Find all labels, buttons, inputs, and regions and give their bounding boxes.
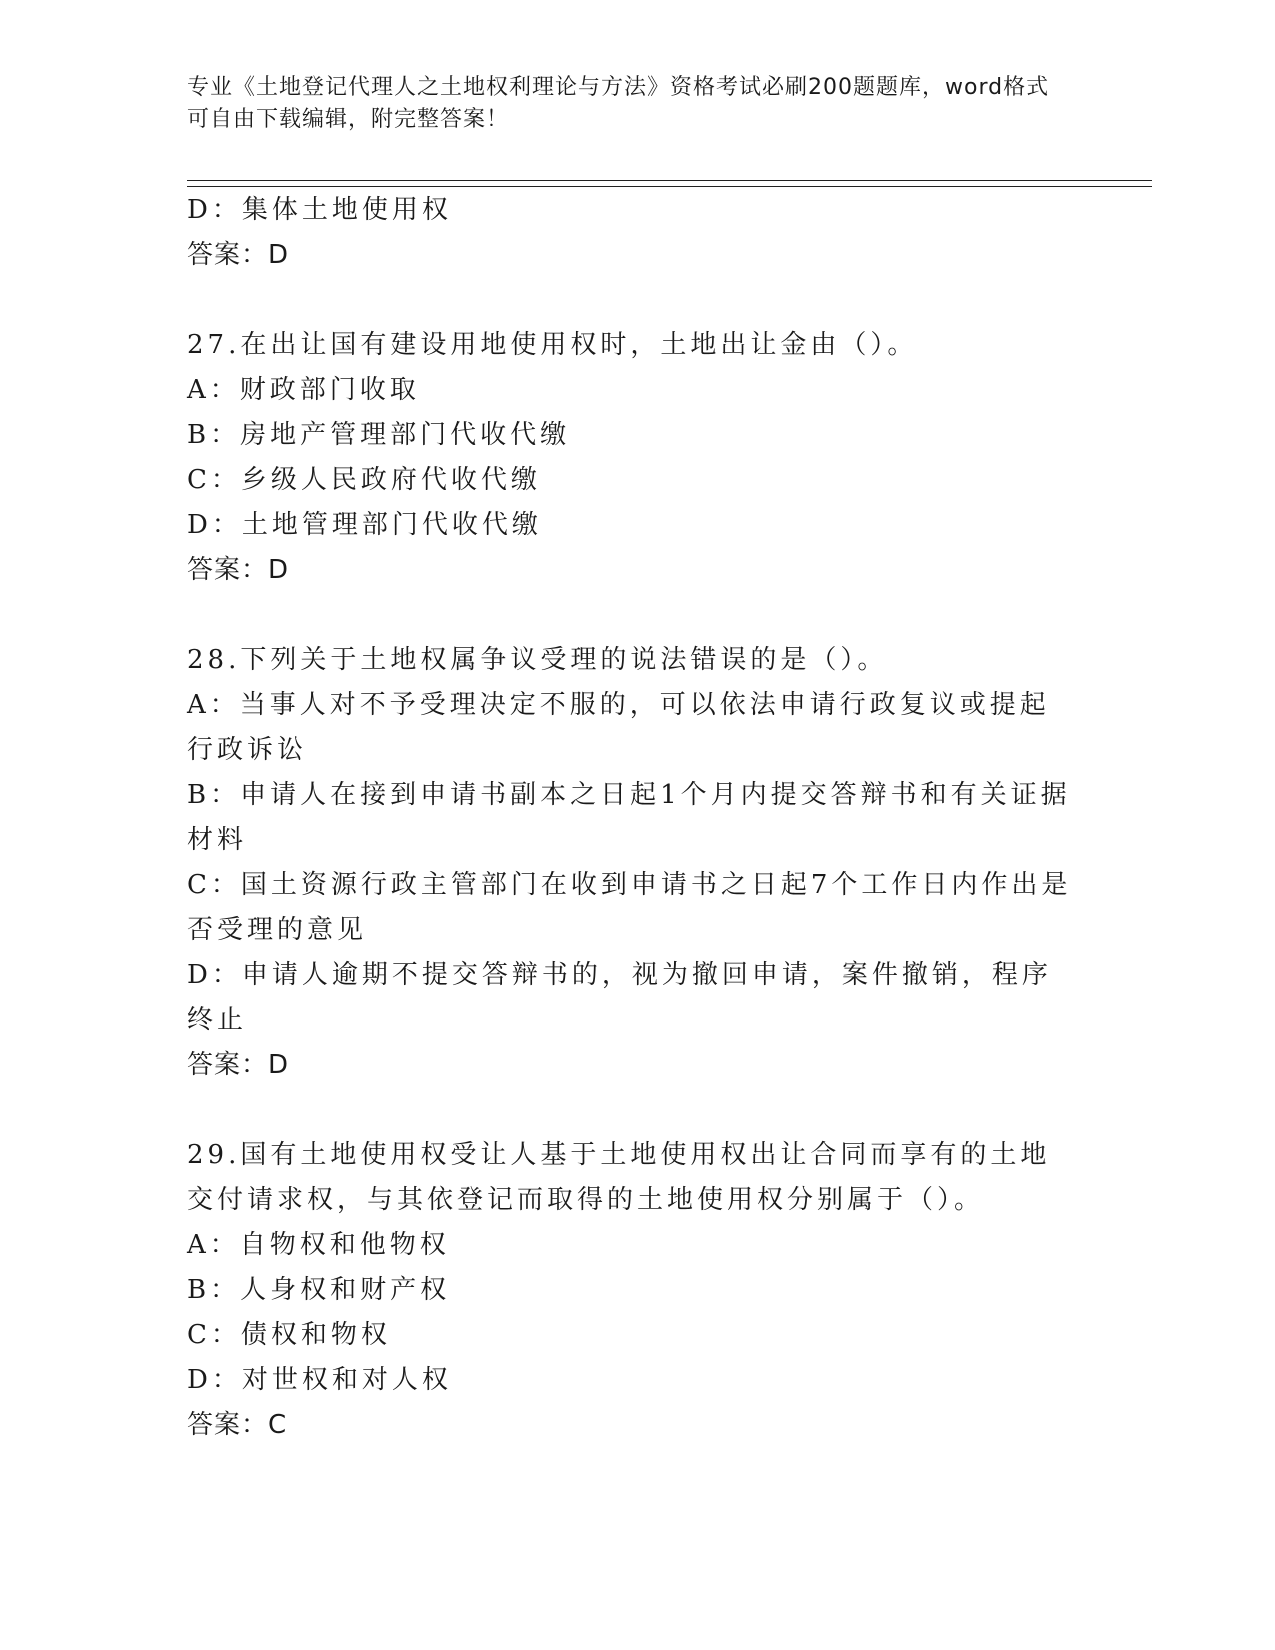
option-d: D：集体土地使用权	[187, 195, 452, 225]
option-b: B：人身权和财产权	[187, 1275, 451, 1305]
spacer	[187, 593, 1077, 638]
header-divider-bottom	[187, 186, 1152, 187]
option-a: A：当事人对不予受理决定不服的，可以依法申请行政复议或提起行政诉讼	[187, 690, 1050, 765]
option-c: C：乡级人民政府代收代缴	[187, 465, 541, 495]
document-body	[187, 188, 1077, 1448]
option-a: A：财政部门收取	[187, 375, 420, 405]
option-d: D：对世权和对人权	[187, 1365, 452, 1395]
answer-line: 答案：D	[187, 1050, 290, 1080]
answer-line: 答案：D	[187, 240, 290, 270]
option-b: B：申请人在接到申请书副本之日起1个月内提交答辩书和有关证据材料	[187, 780, 1071, 855]
option-d: D：申请人逾期不提交答辩书的，视为撤回申请，案件撤销，程序终止	[187, 960, 1052, 1035]
option-a: A：自物权和他物权	[187, 1230, 450, 1260]
header-divider-top	[187, 180, 1152, 181]
document-header: 专业《土地登记代理人之土地权利理论与方法》资格考试必刷200题题库，word格式可自由下载编辑，附完整答案！	[187, 75, 1050, 132]
spacer	[187, 1088, 1077, 1133]
question-block-26-tail	[187, 188, 1077, 278]
spacer	[187, 278, 1077, 323]
question-stem: 29.国有土地使用权受让人基于土地使用权出让合同而享有的土地交付请求权，与其依登记而取得的土地使用权分别属于（）。	[187, 1140, 1051, 1215]
option-c: C：债权和物权	[187, 1320, 391, 1350]
question-block-29	[187, 1133, 1077, 1448]
answer-line: 答案：C	[187, 1410, 288, 1440]
question-stem: 27.在出让国有建设用地使用权时，土地出让金由（）。	[187, 330, 918, 360]
answer-line: 答案：D	[187, 555, 290, 585]
question-block-28	[187, 638, 1077, 1088]
option-c: C：国土资源行政主管部门在收到申请书之日起7个工作日内作出是否受理的意见	[187, 870, 1072, 945]
option-d: D：土地管理部门代收代缴	[187, 510, 542, 540]
question-block-27	[187, 323, 1077, 593]
question-stem: 28.下列关于土地权属争议受理的说法错误的是（）。	[187, 645, 888, 675]
option-b: B：房地产管理部门代收代缴	[187, 420, 571, 450]
